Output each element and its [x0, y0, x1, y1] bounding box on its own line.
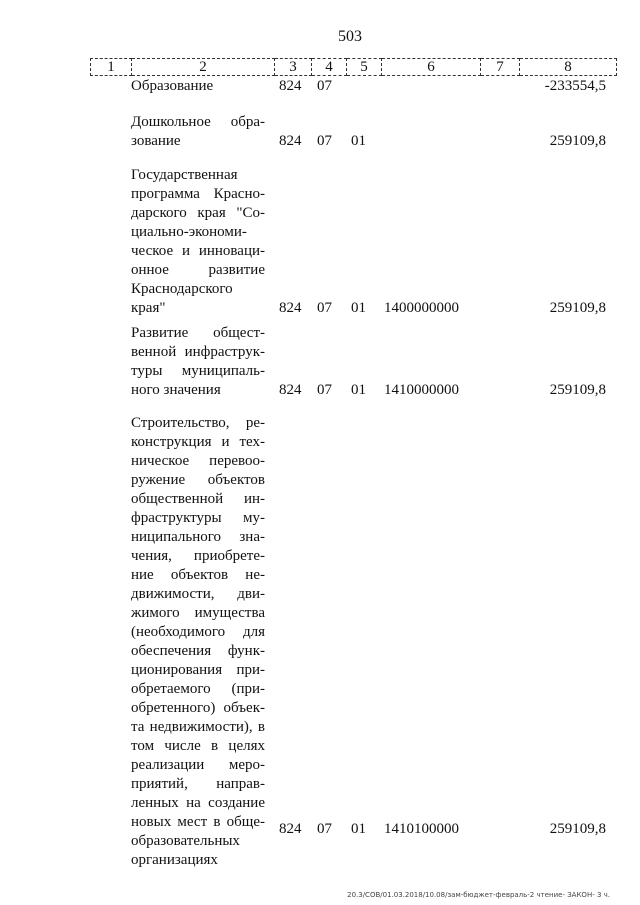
- description-line: ческое и инноваци-: [131, 243, 265, 259]
- description-line: организациях: [131, 852, 218, 868]
- description-line: ционирования при-: [131, 662, 265, 678]
- header-col-4: 4: [312, 59, 347, 76]
- header-col-6: 6: [382, 59, 481, 76]
- description-line: зование: [131, 133, 181, 149]
- description-line: ного значения: [131, 382, 221, 398]
- header-col-8: 8: [520, 59, 617, 76]
- cell-col6: 1410100000: [384, 821, 459, 837]
- page-number: 503: [338, 28, 362, 45]
- cell-col3: 824: [279, 133, 302, 149]
- document-footer: 20.3/СОВ/01.03.2018/10.08/зам-бюджет-февраль-2 чтение- ЗАКОН- 3 ч.: [347, 891, 610, 899]
- description-line: новых мест в обще-: [131, 814, 265, 830]
- description-line: Краснодарского: [131, 281, 233, 297]
- description-line: ниципального зна-: [131, 529, 265, 545]
- cell-col5: 01: [351, 133, 366, 149]
- description-line: ническое перевоо-: [131, 453, 265, 469]
- row-description: [131, 166, 265, 318]
- description-line: дарского края "Со-: [131, 205, 265, 221]
- description-line: обретенного) объек-: [131, 700, 265, 716]
- description-line: жимого имущества: [131, 605, 265, 621]
- description-line: обретаемого (при-: [131, 681, 265, 697]
- cell-col8: 259109,8: [549, 133, 606, 149]
- description-line: обеспечения функ-: [131, 643, 265, 659]
- description-line: онное развитие: [131, 262, 265, 278]
- description-line: Дошкольное обра-: [131, 114, 265, 130]
- description-line: приятий, направ-: [131, 776, 265, 792]
- cell-col3: 824: [279, 78, 302, 94]
- cell-col3: 824: [279, 300, 302, 316]
- description-line: ние объектов не-: [131, 567, 265, 583]
- description-line: циально-экономи-: [131, 224, 247, 240]
- cell-col5: 01: [351, 382, 366, 398]
- row-description: [131, 113, 265, 151]
- header-col-2: 2: [132, 59, 275, 76]
- description-line: конструкция и тех-: [131, 434, 265, 450]
- description-line: том числе в целях: [131, 738, 265, 754]
- description-line: (необходимого для: [131, 624, 265, 640]
- description-line: чения, приобрете-: [131, 548, 265, 564]
- cell-col8: -233554,5: [544, 78, 606, 94]
- description-line: края": [131, 300, 166, 316]
- description-line: та недвижимости), в: [131, 719, 265, 735]
- description-line: ленных на создание: [131, 795, 265, 811]
- description-line: ружение объектов: [131, 472, 265, 488]
- description-line: туры муниципаль-: [131, 363, 265, 379]
- cell-col8: 259109,8: [549, 821, 606, 837]
- cell-col5: 01: [351, 821, 366, 837]
- description-line: движимости, дви-: [131, 586, 265, 602]
- row-description: [131, 77, 265, 96]
- header-col-1: 1: [91, 59, 132, 76]
- description-line: реализации меро-: [131, 757, 265, 773]
- cell-col4: 07: [317, 78, 332, 94]
- description-line: программа Красно-: [131, 186, 265, 202]
- description-line: венной инфраструк-: [131, 344, 265, 360]
- description-line: Государственная: [131, 167, 238, 183]
- cell-col6: 1410000000: [384, 382, 459, 398]
- column-header-row: [90, 58, 617, 76]
- cell-col3: 824: [279, 821, 302, 837]
- description-line: образовательных: [131, 833, 240, 849]
- row-description: [131, 414, 265, 870]
- header-col-3: 3: [275, 59, 312, 76]
- cell-col8: 259109,8: [549, 382, 606, 398]
- description-line: общественной ин-: [131, 491, 265, 507]
- cell-col4: 07: [317, 133, 332, 149]
- description-line: Строительство, ре-: [131, 415, 265, 431]
- header-col-7: 7: [481, 59, 520, 76]
- cell-col4: 07: [317, 300, 332, 316]
- cell-col6: 1400000000: [384, 300, 459, 316]
- cell-col5: 01: [351, 300, 366, 316]
- header-col-5: 5: [347, 59, 382, 76]
- description-line: Образование: [131, 78, 214, 94]
- cell-col3: 824: [279, 382, 302, 398]
- row-description: [131, 324, 265, 400]
- cell-col8: 259109,8: [549, 300, 606, 316]
- description-line: фраструктуры му-: [131, 510, 265, 526]
- cell-col4: 07: [317, 382, 332, 398]
- cell-col4: 07: [317, 821, 332, 837]
- description-line: Развитие общест-: [131, 325, 265, 341]
